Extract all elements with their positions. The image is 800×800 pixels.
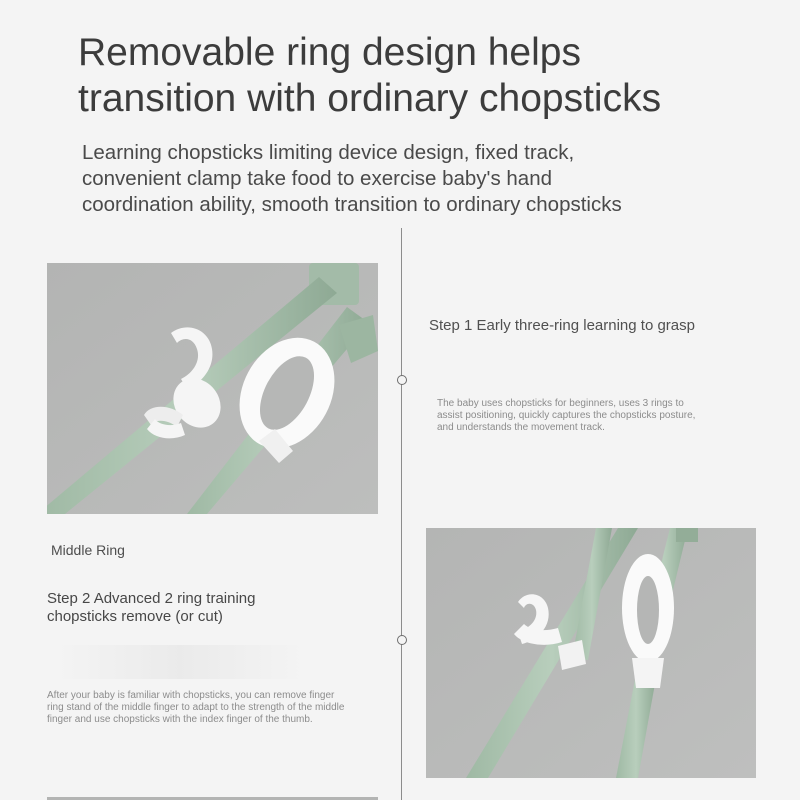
step1-description bbox=[437, 398, 767, 434]
step2-title-line-2: chopsticks remove (or cut) bbox=[47, 608, 223, 625]
subtitle-line-1: Learning chopsticks limiting device design, fixed track, bbox=[82, 141, 575, 164]
step2-title-line-1: Step 2 Advanced 2 ring training bbox=[47, 590, 256, 607]
timeline-dot-step2 bbox=[397, 635, 407, 645]
page-subtitle bbox=[82, 140, 762, 218]
timeline-line bbox=[401, 228, 402, 800]
faded-text-decoration bbox=[55, 645, 305, 679]
step2-description bbox=[47, 690, 387, 726]
step2-desc-line-2: ring stand of the middle finger to adapt to the strength of the middle bbox=[47, 702, 345, 713]
timeline-dot-step1 bbox=[397, 375, 407, 385]
two-ring-chopsticks-illustration bbox=[426, 528, 756, 778]
title-line-1: Removable ring design helps bbox=[78, 31, 581, 74]
three-ring-chopsticks-photo bbox=[47, 263, 378, 514]
step2-desc-line-1: After your baby is familiar with chopsticks, you can remove finger bbox=[47, 690, 335, 701]
step1-desc-line-3: and understands the movement track. bbox=[437, 422, 605, 433]
step2-title bbox=[47, 590, 367, 626]
two-ring-chopsticks-photo bbox=[426, 528, 756, 778]
subtitle-line-3: coordination ability, smooth transition to ordinary chopsticks bbox=[82, 193, 622, 216]
step1-desc-line-1: The baby uses chopsticks for beginners, uses 3 rings to bbox=[437, 398, 684, 409]
page-title bbox=[78, 30, 778, 122]
step2-desc-line-3: finger and use chopsticks with the index finger of the thumb. bbox=[47, 714, 313, 725]
title-line-2: transition with ordinary chopsticks bbox=[78, 77, 662, 120]
three-ring-chopsticks-illustration bbox=[47, 263, 378, 514]
step1-desc-line-2: assist positioning, quickly captures the chopsticks posture, bbox=[437, 410, 696, 421]
subtitle-line-2: convenient clamp take food to exercise baby's hand bbox=[82, 167, 553, 190]
middle-ring-label: Middle Ring bbox=[51, 542, 125, 558]
step1-title: Step 1 Early three-ring learning to grasp bbox=[429, 317, 695, 334]
